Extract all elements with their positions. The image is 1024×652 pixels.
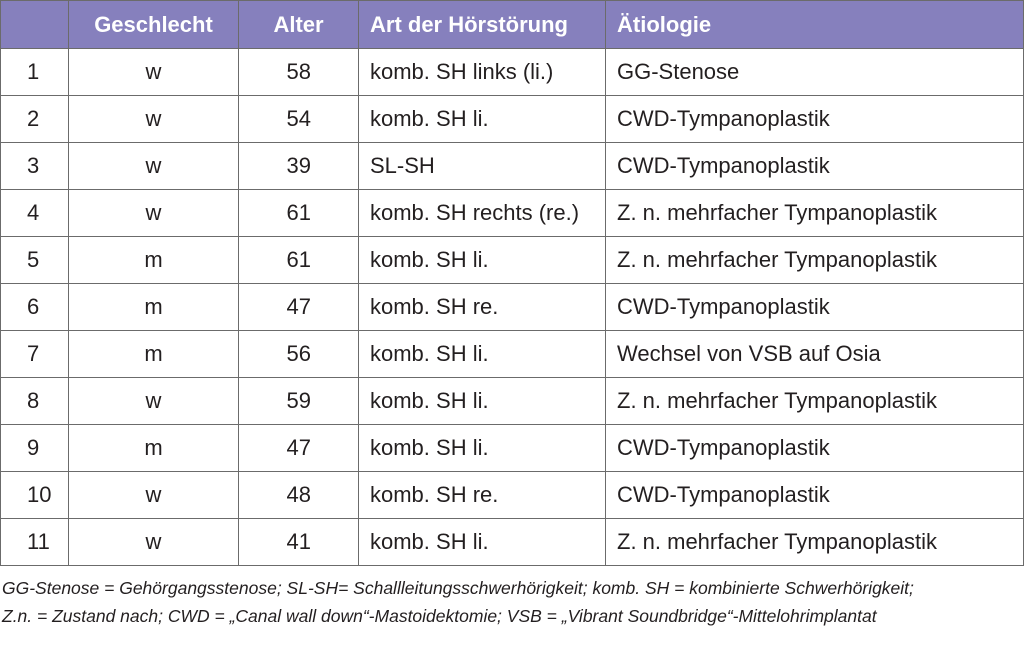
table-header-row	[1, 1, 1024, 49]
cell-age: 47	[239, 425, 359, 472]
header-age: Alter	[239, 1, 359, 49]
table-row	[1, 378, 1024, 425]
table-row	[1, 237, 1024, 284]
cell-number: 7	[1, 331, 69, 378]
cell-age: 39	[239, 143, 359, 190]
cell-hearing-loss-type: komb. SH li.	[359, 237, 606, 284]
table-footnote	[2, 574, 1020, 630]
footnote-line-1: GG-Stenose = Gehörgangsstenose; SL-SH= Schallleitungsschwerhörigkeit; komb. SH = kombinierte Schwerhörigkeit;	[2, 578, 914, 598]
cell-hearing-loss-type: komb. SH li.	[359, 96, 606, 143]
header-etiology: Ätiologie	[606, 1, 1024, 49]
cell-age: 58	[239, 49, 359, 96]
cell-hearing-loss-type: komb. SH re.	[359, 284, 606, 331]
table-row	[1, 472, 1024, 519]
cell-number: 9	[1, 425, 69, 472]
cell-etiology: Z. n. mehrfacher Tympanoplastik	[606, 190, 1024, 237]
cell-etiology: Wechsel von VSB auf Osia	[606, 331, 1024, 378]
cell-etiology: Z. n. mehrfacher Tympanoplastik	[606, 519, 1024, 566]
cell-hearing-loss-type: komb. SH li.	[359, 331, 606, 378]
cell-etiology: GG-Stenose	[606, 49, 1024, 96]
cell-number: 4	[1, 190, 69, 237]
header-sex: Geschlecht	[69, 1, 239, 49]
footnote-line-2: Z.n. = Zustand nach; CWD = „Canal wall down“-Mastoidektomie; VSB = „Vibrant Soundbridge“-Mittelohrimplantat	[2, 606, 877, 626]
header-hearing-loss-type: Art der Hörstörung	[359, 1, 606, 49]
cell-sex: w	[69, 378, 239, 425]
cell-hearing-loss-type: komb. SH li.	[359, 378, 606, 425]
cell-sex: m	[69, 237, 239, 284]
cell-etiology: Z. n. mehrfacher Tympanoplastik	[606, 237, 1024, 284]
table-row	[1, 519, 1024, 566]
cell-sex: w	[69, 472, 239, 519]
cell-age: 61	[239, 190, 359, 237]
table-row	[1, 96, 1024, 143]
cell-age: 47	[239, 284, 359, 331]
cell-etiology: CWD-Tympanoplastik	[606, 425, 1024, 472]
cell-etiology: Z. n. mehrfacher Tympanoplastik	[606, 378, 1024, 425]
cell-sex: w	[69, 143, 239, 190]
header-number	[1, 1, 69, 49]
cell-hearing-loss-type: komb. SH re.	[359, 472, 606, 519]
cell-sex: m	[69, 331, 239, 378]
cell-age: 54	[239, 96, 359, 143]
cell-number: 1	[1, 49, 69, 96]
cell-number: 8	[1, 378, 69, 425]
cell-age: 61	[239, 237, 359, 284]
table-row	[1, 190, 1024, 237]
table-row	[1, 143, 1024, 190]
cell-etiology: CWD-Tympanoplastik	[606, 143, 1024, 190]
table-row	[1, 284, 1024, 331]
cell-sex: w	[69, 190, 239, 237]
cell-age: 41	[239, 519, 359, 566]
cell-hearing-loss-type: komb. SH links (li.)	[359, 49, 606, 96]
cell-age: 48	[239, 472, 359, 519]
cell-etiology: CWD-Tympanoplastik	[606, 96, 1024, 143]
table-row	[1, 49, 1024, 96]
cell-etiology: CWD-Tympanoplastik	[606, 284, 1024, 331]
cell-number: 6	[1, 284, 69, 331]
cell-sex: w	[69, 519, 239, 566]
cell-number: 10	[1, 472, 69, 519]
cell-number: 11	[1, 519, 69, 566]
cell-sex: m	[69, 284, 239, 331]
cell-hearing-loss-type: komb. SH li.	[359, 519, 606, 566]
table-row	[1, 331, 1024, 378]
cell-sex: w	[69, 96, 239, 143]
table-row	[1, 425, 1024, 472]
table-body	[1, 49, 1024, 566]
cell-hearing-loss-type: komb. SH li.	[359, 425, 606, 472]
cell-number: 2	[1, 96, 69, 143]
cell-age: 56	[239, 331, 359, 378]
cell-hearing-loss-type: komb. SH rechts (re.)	[359, 190, 606, 237]
cell-hearing-loss-type: SL-SH	[359, 143, 606, 190]
cell-etiology: CWD-Tympanoplastik	[606, 472, 1024, 519]
cell-number: 5	[1, 237, 69, 284]
cell-sex: w	[69, 49, 239, 96]
cell-number: 3	[1, 143, 69, 190]
cell-sex: m	[69, 425, 239, 472]
cell-age: 59	[239, 378, 359, 425]
